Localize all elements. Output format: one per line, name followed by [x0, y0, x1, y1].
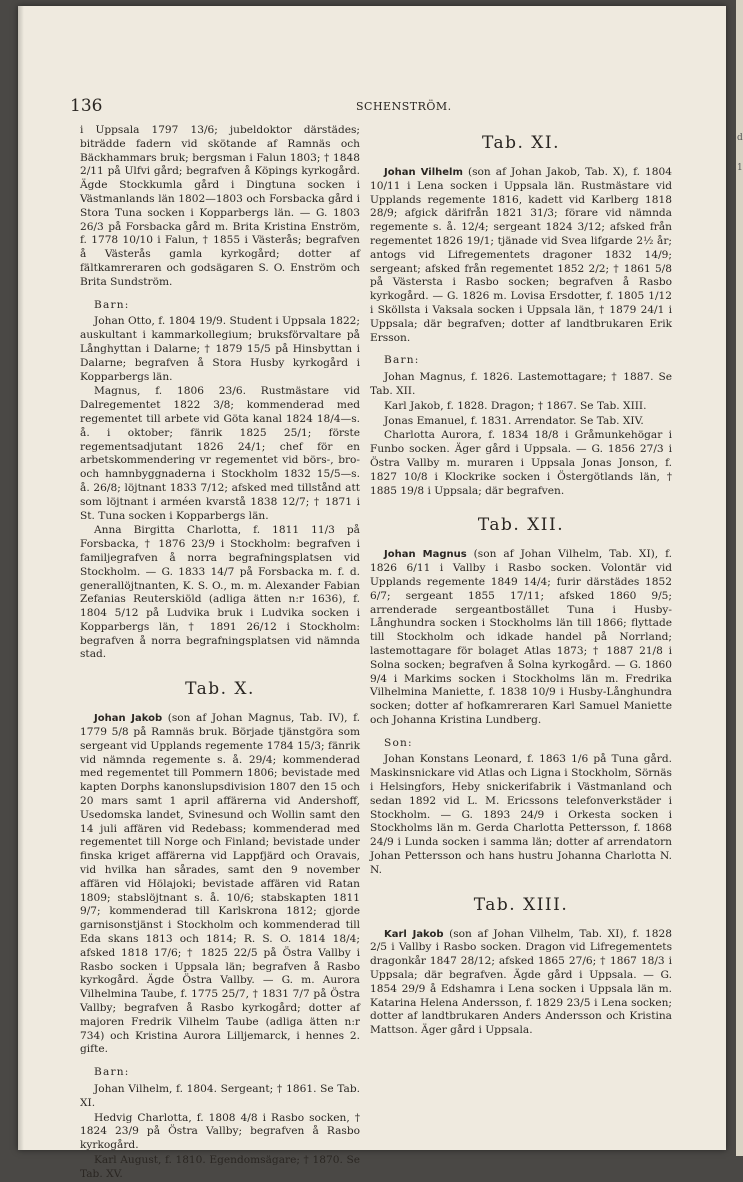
tab-x-name: Johan Jakob: [94, 713, 163, 725]
child-entry: Anna Birgitta Charlotta, f. 1811 11/3 på Forsbacka, † 1876 23/9 i Stockholm: begrafven i familjegrafven å norra begrafningsplatsen vid Stockholm. — G. 1833 14/7 på Forsbacka m. f. d. generallöjtnanten, K. S. O., m. m. Alexander Fabian Zefanias Reuterskiöld (adliga ätten n:r 1636), f. 1804 5/12 på Ludvika bruk i Ludvika socken i Kopparbergs län, † 1891 26/12 i Stockholm: begrafven å norra begrafningsplatsen vid nämnda stad.: [80, 524, 360, 661]
child-entry: Johan Konstans Leonard, f. 1863 1/6 på Tuna gård. Maskinsnickare vid Atlas och Ligna i Stockholm, Sörnäs i Helsingfors, Heby snickerifabrik i Västmanland och sedan 1892 vid L. M. Ericssons telefonverkstäder i Stockholm. — G. 1893 24/9 i Orkesta socken i Stockholms län m. Gerda Charlotta Pettersson, f. 1868 24/9 i Lunda socken i samma län; dotter af arrendatorn Johan Pettersson och hans hustru Johanna Charlotta N. N.: [370, 753, 672, 876]
tab-x-children-label: Barn:: [94, 1066, 130, 1079]
tab-xiii-name: Karl Jakob: [384, 928, 444, 940]
tab-x-entry: [80, 712, 360, 1057]
child-entry: Magnus, f. 1806 23/6. Rustmästare vid Dalregementet 1822 3/8; kommenderad med regementet till arbete vid Göta kanal 1824 18/4—s. å. i oktober; fänrik 1825 25/1; förste regementsadjutant 1826 24/1; chef för en arbetskommendering vr regementet vid börs-, bro- och hamnbyggnaderna i Stockholm 1832 15/5—s. å. 26/8; löjtnant 1833 7/12; afsked med tillstånd att som löjtnant i arméen kvarstå 1838 12/7; † 1871 i St. Tuna socken i Kopparbergs län.: [80, 385, 360, 522]
tab-xii-text: (son af Johan Vilhelm, Tab. XI), f. 1826 6/11 i Vallby i Rasbo socken. Volontär vid Upplands regemente 1849 14/4; furir därstädes 1852 6/7; sergeant 1855 17/11; afsked 1860 9/5; arrenderade sergeantbostället Tuna i Husby-Långhundra socken i Stockholms län till 1866; flyttade till Stockholm och idkade handel på Norrland; lastemottagare för bolaget Atlas 1873; † 1887 21/8 i Solna socken; begrafven å Solna kyrkogård. — G. 1860 9/4 i Markims socken i Stockholms län m. Fredrika Vilhelmina Maniette, f. 1838 10/9 i Husby-Långhundra socken; dotter af hofkamreraren Karl Samuel Maniette och Johanna Kristina Lundberg.: [370, 548, 672, 726]
tab-xii-heading: Tab. XII.: [477, 515, 565, 536]
intro-paragraph: i Uppsala 1797 13/6; jubeldoktor därstädes; biträdde fadern vid skötande af Ramnäs och Bäckhammars bruk; bergsman i Falun 1803; † 1848 2/11 på Ulfvi gård; begrafven å Köpings kyrkogård. Ägde Stockkumla gård i Dingtuna socken i Västmanlands län 1802—1803 och Forsbacka gård i Stora Tuna socken i Kopparbergs län. — G. 1803 26/3 på Forsbacka gård m. Brita Kristina Enström, f. 1778 10/10 i Falun, † 1855 i Västerås; begrafven å Västerås gamla kyrkogård; dotter af fältkamreraren och godsägaren S. O. Enström och Brita Sundström.: [80, 124, 360, 288]
tab-xii-entry: [370, 548, 672, 727]
tab-xi-heading: Tab. XI.: [481, 133, 561, 153]
tab-xiii-entry: [370, 928, 672, 1038]
edge-letter-top: d: [737, 133, 743, 143]
tab-xii-name: Johan Magnus: [384, 549, 467, 561]
tab-xiii-heading: Tab. XIII.: [473, 894, 569, 915]
right-column: [370, 124, 672, 1038]
tab-xiii-text: (son af Johan Vilhelm, Tab. XI), f. 1828 2/5 i Vallby i Rasbo socken. Dragon vid Lifregementets dragonkår 1847 28/12; afsked 1865 27/6; † 1867 18/3 i Uppsala; där begrafven. Ägde gård i Uppsala. — G. 1854 29/9 å Edshamra i Lena socken i Uppsala län m. Katarina Helena Andersson, f. 1829 23/5 i Lena socken; dotter af landtbrukaren Anders Andersson och Kristina Mattson. Äger gård i Uppsala.: [370, 927, 673, 1037]
adjacent-page-edge: [736, 0, 743, 1156]
children-label: Barn:: [94, 298, 130, 311]
child-entry: Karl Jakob, f. 1828. Dragon; † 1867. Se Tab. XIII.: [384, 399, 647, 412]
tab-xi-entry: [370, 166, 672, 345]
child-entry: Hedvig Charlotta, f. 1808 4/8 i Rasbo socken, † 1824 23/9 på Östra Vallby; begrafven å Rasbo kyrkogård.: [80, 1111, 360, 1152]
page-header: [66, 96, 706, 120]
child-entry: Johan Magnus, f. 1826. Lastemottagare; † 1887. Se Tab. XII.: [370, 371, 672, 397]
tab-xi-name: Johan Vilhelm: [384, 167, 463, 178]
tab-xi-children-label: Barn:: [384, 354, 420, 367]
page-number: 136: [70, 96, 103, 116]
book-page: [18, 6, 726, 1180]
left-column: [80, 124, 360, 1182]
tab-xii-children-label: Son:: [384, 736, 413, 749]
child-entry: Johan Vilhelm, f. 1804. Sergeant; † 1861. Se Tab. XI.: [80, 1083, 360, 1109]
tab-x-heading: Tab. X.: [185, 679, 255, 700]
tab-xi-text: (son af Johan Jakob, Tab. X), f. 1804 10/11 i Lena socken i Uppsala län. Rustmästare vid Upplands regemente 1816, kadett vid Karlberg 1818 28/9; afgick därifrån 1821 31/3; förare vid nämnda regemente s. å. 12/4; sergeant 1824 3/12; afsked från regementet 1826 19/1; tjänade vid Svea lifgarde 2½ år; antogs vid Lifregementets dragoner 1832 14/9; sergeant; afsked från regementet 1852 2/2; † 1861 5/8 på Västersta i Rasbo socken; begrafven å Rasbo kyrkogård. — G. 1826 m. Lovisa Ersdotter, f. 1805 1/12 i Sköllsta i Vaksala socken i Uppsala län, † 1879 24/1 i Uppsala; där begrafven; dotter af landtbrukaren Erik Ersson.: [370, 166, 672, 344]
running-head: SCHENSTRÖM.: [356, 100, 452, 113]
child-entry: Karl August, f. 1810. Egendomsägare; † 1870. Se Tab. XV.: [80, 1153, 360, 1180]
edge-letter-mid: 1: [737, 163, 743, 173]
child-entry: Jonas Emanuel, f. 1831. Arrendator. Se Tab. XIV.: [384, 414, 644, 427]
child-entry: Charlotta Aurora, f. 1834 18/8 i Gråmunkehögar i Funbo socken. Äger gård i Uppsala. — G. 1856 27/3 i Östra Vallby m. muraren i Uppsala Jonas Jonson, f. 1827 10/8 i Klockrike socken i Östergötlands län, † 1885 19/8 i Uppsala; där begrafven.: [370, 429, 672, 497]
tab-x-text: (son af Johan Magnus, Tab. IV), f. 1779 5/8 på Ramnäs bruk. Började tjänstgöra som sergeant vid Upplands regemente 1784 15/3; fänrik vid nämnda regemente s. å. 29/4; kommenderad med regementet till Pommern 1806; bevistade med kapten Dorphs kanonslupsdivision 1807 den 15 och 20 mars samt 1 april affärerna vid Andershoff, Usedomska landet, Svinesund och Wollin samt den 14 juli affären vid Redebass; kommenderad med regementet till Norge och Finland; bevistade under finska kriget affärerna vid Lappfjärd och Oravais, vid hvilka han sårades, samt den 9 november affären vid Hölajoki; bevistade affären vid Ratan 1809; stabslöjtnant s. å. 10/6; stabskapten 1811 9/7; kommenderad till Karlskrona 1812; gjorde garnisonstjänst i Stockholm och kommenderad till Eda skans 1813 och 1814; R. S. O. 1814 18/4; afsked 1818 17/6; † 1825 22/5 på Östra Vallby i Rasbo socken i Uppsala län; begrafven å Rasbo kyrkogård. Ägde Östra Vallby. — G. m. Aurora Vilhelmina Taube, f. 1775 25/7, † 1831 7/7 på Östra Vallby; begrafven å Rasbo kyrkogård; dotter af majoren Fredrik Vilhelm Taube (adliga ätten n:r 734) och Kristina Aurora Lilljemarck, i hennes 2. gifte.: [80, 712, 360, 1056]
child-entry: Johan Otto, f. 1804 19/9. Student i Uppsala 1822; auskultant i kammarkollegium; bruksförvaltare på Långhyttan i Dalarne; † 1879 15/5 på Hinsbyttan i Dalarne; begrafven å Stora Husby kyrkogård i Kopparbergs län.: [80, 315, 360, 383]
